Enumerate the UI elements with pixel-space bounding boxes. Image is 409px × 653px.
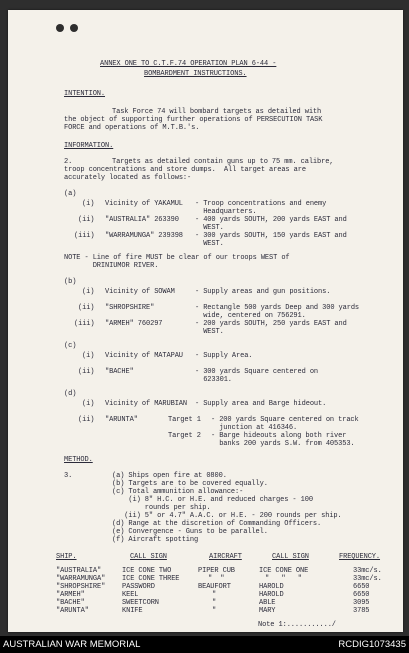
punch-hole bbox=[70, 24, 78, 32]
target-desc: WEST. bbox=[195, 328, 224, 336]
section-d-label: (d) bbox=[64, 390, 77, 398]
table-cell: ABLE bbox=[259, 599, 276, 607]
target-place: "AUSTRALIA" 263390 bbox=[105, 216, 179, 224]
target-label: Target 1 bbox=[168, 416, 201, 424]
section-a-label: (a) bbox=[64, 190, 77, 198]
target-desc: - Supply areas and gun positions. bbox=[195, 288, 331, 296]
target-desc: - 300 yards Square centered on bbox=[195, 368, 319, 376]
table-cell: ICE CONE ONE bbox=[259, 567, 309, 575]
table-cell: 3095 bbox=[353, 599, 370, 607]
target-place: "ARMEH" 760297 bbox=[105, 320, 163, 328]
table-cell: PASSWORD bbox=[122, 583, 155, 591]
target-number: (i) bbox=[82, 200, 95, 208]
note-line: DRINIUMOR RIVER. bbox=[64, 262, 159, 270]
table-cell: " bbox=[212, 607, 217, 615]
target-place: Vicinity of MATAPAU bbox=[105, 352, 183, 360]
table-cell: MARY bbox=[259, 607, 276, 615]
table-cell: "AUSTRALIA" bbox=[56, 567, 102, 575]
target-desc: WEST. bbox=[195, 224, 224, 232]
table-header: SHIP. bbox=[56, 553, 77, 561]
target-place: "WARRAMUNGA" 239398 bbox=[105, 232, 183, 240]
target-desc: junction at 416346. bbox=[211, 424, 298, 432]
target-number: (ii) bbox=[78, 304, 95, 312]
information-line: accurately located as follows:- bbox=[64, 174, 192, 182]
method-line: (i) 8" H.C. or H.E. and reduced charges - 100 bbox=[112, 496, 313, 504]
target-desc: - Supply Area. bbox=[195, 352, 253, 360]
information-heading: INFORMATION. bbox=[64, 142, 114, 150]
table-cell: 33mc/s. bbox=[353, 567, 382, 575]
intention-line: FORCE and operations of M.T.B.'s. bbox=[64, 124, 200, 132]
method-line: (d) Range at the discretion of Commanding Officers. bbox=[112, 520, 322, 528]
target-desc: - Troop concentrations and enemy bbox=[195, 200, 327, 208]
method-heading: METHOD. bbox=[64, 456, 93, 464]
target-number: (i) bbox=[82, 400, 95, 408]
table-header: CALL SIGN bbox=[272, 553, 309, 561]
table-cell: "WARRAMUNGA" bbox=[56, 575, 106, 583]
target-number: (ii) bbox=[78, 216, 95, 224]
table-cell: " bbox=[212, 591, 217, 599]
table-header: CALL SIGN bbox=[130, 553, 167, 561]
target-number: (i) bbox=[82, 352, 95, 360]
table-cell: " " " bbox=[265, 575, 302, 583]
document-page bbox=[8, 10, 403, 632]
target-number: (i) bbox=[82, 288, 95, 296]
method-number: 3. bbox=[64, 472, 73, 480]
table-cell: "SHROPSHIRE" bbox=[56, 583, 106, 591]
method-line: (b) Targets are to be covered equally. bbox=[112, 480, 268, 488]
table-cell: ICE CONE TWO bbox=[122, 567, 172, 575]
target-number: (ii) bbox=[78, 416, 95, 424]
method-line: rounds per ship. bbox=[112, 504, 211, 512]
table-note: Note 1:.........../ bbox=[258, 621, 336, 629]
target-place: Vicinity of MARUBIAN bbox=[105, 400, 188, 408]
table-cell: "ARUNTA" bbox=[56, 607, 89, 615]
doc-title: ANNEX ONE TO C.T.F.74 OPERATION PLAN 6-44 - bbox=[100, 60, 277, 68]
target-desc: wide, centered on 756291. bbox=[195, 312, 306, 320]
target-number: (iii) bbox=[74, 232, 95, 240]
table-cell: HAROLD bbox=[259, 583, 284, 591]
target-label: Target 2 bbox=[168, 432, 201, 440]
method-line: (f) Aircraft spotting bbox=[112, 536, 199, 544]
target-desc: - Rectangle 500 yards Deep and 300 yards bbox=[195, 304, 360, 312]
target-desc: - 200 yards Square centered on track bbox=[211, 416, 359, 424]
doc-subtitle: BOMBARDMENT INSTRUCTIONS. bbox=[144, 70, 247, 78]
intention-line: the object of supporting further operations of PERSECUTION TASK bbox=[64, 116, 323, 124]
archive-footer-bar bbox=[0, 636, 409, 653]
intention-heading: INTENTION. bbox=[64, 90, 106, 98]
target-place: Vicinity of YAKAMUL bbox=[105, 200, 183, 208]
section-c-label: (c) bbox=[64, 342, 77, 350]
table-cell: 6650 bbox=[353, 591, 370, 599]
target-number: (ii) bbox=[78, 368, 95, 376]
table-cell: 33mc/s. bbox=[353, 575, 382, 583]
target-desc: 623301. bbox=[195, 376, 232, 384]
table-cell: 3785 bbox=[353, 607, 370, 615]
archive-name: AUSTRALIAN WAR MEMORIAL bbox=[3, 639, 141, 650]
table-header: AIRCRAFT bbox=[209, 553, 242, 561]
table-cell: " " bbox=[208, 575, 225, 583]
information-line: Targets as detailed contain guns up to 75 mm. calibre, bbox=[112, 158, 334, 166]
table-cell: KEEL bbox=[122, 591, 139, 599]
table-cell: "BACHE" bbox=[56, 599, 85, 607]
method-line: (c) Total ammunition allowance:- bbox=[112, 488, 244, 496]
target-place: "SHROPSHIRE" bbox=[105, 304, 155, 312]
information-number: 2. bbox=[64, 158, 73, 166]
target-desc: Headquarters. bbox=[195, 208, 257, 216]
target-desc: - 300 yards SOUTH, 150 yards EAST and bbox=[195, 232, 347, 240]
target-desc: - Supply area and Barge hideout. bbox=[195, 400, 327, 408]
target-place: "BACHE" bbox=[105, 368, 134, 376]
punch-hole bbox=[56, 24, 64, 32]
table-header: FREQUENCY. bbox=[339, 553, 381, 561]
target-desc: - Barge hideouts along both river bbox=[211, 432, 347, 440]
table-cell: PIPER CUB bbox=[198, 567, 235, 575]
target-number: (iii) bbox=[74, 320, 95, 328]
method-line: (e) Convergence - Guns to be parallel. bbox=[112, 528, 268, 536]
section-b-label: (b) bbox=[64, 278, 77, 286]
table-cell: HAROLD bbox=[259, 591, 284, 599]
method-line: (ii) 5" or 4.7" A.A.C. or H.E. - 200 rounds per ship. bbox=[112, 512, 342, 520]
target-desc: banks 200 yards S.W. from 405353. bbox=[211, 440, 355, 448]
note-line: NOTE - Line of fire MUST be clear of our troops WEST of bbox=[64, 254, 290, 262]
table-cell: ICE CONE THREE bbox=[122, 575, 180, 583]
table-cell: SWEETCORN bbox=[122, 599, 159, 607]
target-desc: - 400 yards SOUTH, 200 yards EAST and bbox=[195, 216, 347, 224]
method-line: (a) Ships open fire at 0800. bbox=[112, 472, 227, 480]
table-cell: 6650 bbox=[353, 583, 370, 591]
record-id: RCDIG1073435 bbox=[338, 639, 406, 650]
target-desc: - 200 yards SOUTH, 250 yards EAST and bbox=[195, 320, 347, 328]
intention-line: Task Force 74 will bombard targets as detailed with bbox=[112, 108, 322, 116]
table-cell: "ARMEH" bbox=[56, 591, 85, 599]
target-place: Vicinity of SOWAM bbox=[105, 288, 175, 296]
table-cell: BEAUFORT bbox=[198, 583, 231, 591]
target-place: "ARUNTA" bbox=[105, 416, 138, 424]
information-line: troop concentrations and store dumps. All target areas are bbox=[64, 166, 306, 174]
table-cell: " bbox=[212, 599, 217, 607]
target-desc: WEST. bbox=[195, 240, 224, 248]
table-cell: KNIFE bbox=[122, 607, 143, 615]
